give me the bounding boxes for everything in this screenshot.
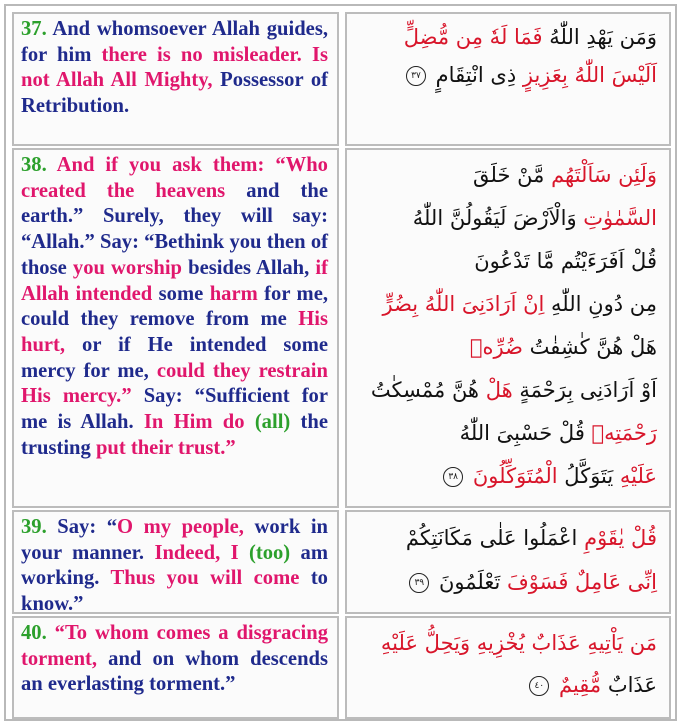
verse-end-marker-icon: ٣٧ xyxy=(406,66,426,86)
arabic-line xyxy=(357,326,657,369)
arabic-text xyxy=(357,622,657,706)
arabic-segment: هُنَّ مُمْسِكٰتُ xyxy=(370,378,486,402)
translation-segment: or if He intended some mercy for me, xyxy=(21,333,328,382)
verse-row-39 xyxy=(12,510,671,614)
arabic-segment: فَمَا لَهٗ مِن مُّضِلٍّ xyxy=(403,25,543,49)
arabic-segment: السَّمٰوٰتِ xyxy=(583,206,657,230)
arabic-segment: فَسَوْفَ xyxy=(506,570,569,594)
arabic-line xyxy=(357,622,657,664)
translation-segment: In Him do xyxy=(143,411,255,434)
arabic-cell xyxy=(345,12,671,146)
translation-segment: the trusting xyxy=(21,411,328,459)
english-translation xyxy=(21,153,328,461)
translation-segment: (all) xyxy=(254,411,291,434)
arabic-segment: وَمَن يَهْدِ اللّٰهُ xyxy=(542,25,657,49)
verse-number: 39. xyxy=(21,516,58,538)
arabic-segment: هَلْ xyxy=(485,378,513,402)
arabic-segment: اِنْ اَرَادَنِىَ اللّٰهُ بِضُرٍّ xyxy=(382,292,545,316)
english-cell xyxy=(12,616,339,719)
arabic-segment: هَلْ هُنَّ كٰشِفٰتُ xyxy=(522,335,657,359)
translation-segment xyxy=(302,44,312,66)
arabic-segment: ذِى انْتِقَامٍ xyxy=(435,63,523,87)
arabic-line xyxy=(357,240,657,283)
translation-segment: and on whom descends an everlasting torment.” xyxy=(21,647,328,696)
arabic-line xyxy=(357,197,657,240)
arabic-segment: مِن دُونِ اللّٰهِ xyxy=(544,292,657,316)
arabic-segment: تَعْلَمُونَ xyxy=(438,570,507,594)
english-cell xyxy=(12,148,339,508)
arabic-line xyxy=(357,18,657,56)
arabic-segment: اِنِّى عَامِلٌ xyxy=(568,570,657,594)
arabic-segment: اعْمَلُوا عَلٰى مَكَانَتِكُمْ xyxy=(405,526,585,550)
arabic-text xyxy=(357,516,657,604)
arabic-segment: عَذَابٌ xyxy=(601,673,657,697)
english-cell xyxy=(12,510,339,614)
translation-segment: if Allah intended xyxy=(21,256,328,305)
verse-number: 38. xyxy=(21,154,57,176)
arabic-cell xyxy=(345,510,671,614)
arabic-segment: وَالْاَرْضَ لَيَقُولُنَّ اللّٰهُ xyxy=(412,206,584,230)
english-cell xyxy=(12,12,339,146)
arabic-segment: ضُرِّهٖ xyxy=(469,335,523,359)
arabic-segment: قُلْ حَسْبِىَ اللّٰهُ xyxy=(459,421,592,445)
translation-segment: Is not Allah All Mighty, xyxy=(21,43,328,92)
arabic-cell xyxy=(345,148,671,508)
translation-segment: there is no misleader. xyxy=(101,43,302,66)
arabic-segment: الْمُتَوَكِّلُونَ xyxy=(472,464,558,488)
verse-number: 40. xyxy=(21,622,55,644)
verse-row-40 xyxy=(12,616,671,719)
translation-segment: and the earth.” Surely, they will say: “Allah.” Say: “Bethink you then of those xyxy=(21,179,328,279)
arabic-segment: قُلْ يٰقَوْمِ xyxy=(584,526,657,550)
arabic-line xyxy=(357,56,657,94)
arabic-line xyxy=(357,154,657,197)
english-translation xyxy=(21,17,328,120)
arabic-line xyxy=(357,455,657,498)
translation-segment: Possessor of Retribution. xyxy=(21,69,328,118)
translation-segment: His hurt, xyxy=(21,308,328,356)
translation-segment: the heavens xyxy=(106,179,226,202)
verse-end-marker-icon: ٣٨ xyxy=(443,467,463,487)
translation-segment: O my people, xyxy=(117,516,244,538)
verse-row-38 xyxy=(12,148,671,508)
arabic-segment: رَحْمَتِهٖ xyxy=(591,421,657,445)
translation-segment: “To whom comes a disgracing xyxy=(54,622,329,644)
translation-segment: And whomsoever Allah guides, for him xyxy=(21,18,328,66)
arabic-line xyxy=(357,664,657,706)
translation-segment: harm xyxy=(209,282,258,305)
arabic-segment: مَّنْ خَلَقَ xyxy=(473,163,545,187)
translation-segment: put their trust.” xyxy=(95,436,236,459)
verse-end-marker-icon: ٤٠ xyxy=(529,676,549,696)
arabic-line xyxy=(357,412,657,455)
translation-segment: Thus you will come xyxy=(110,567,300,590)
translation-segment: am working. xyxy=(21,541,328,590)
translation-segment: Say: “ xyxy=(57,516,118,538)
translation-segment: for me, could they remove from me xyxy=(21,282,328,331)
translation-segment: Indeed, I xyxy=(154,541,249,564)
arabic-line xyxy=(357,283,657,326)
arabic-segment: وَلَئِن سَاَلْتَهُم xyxy=(544,163,657,187)
translation-segment: could they restrain xyxy=(156,359,328,382)
translation-segment: Say: “Sufficient for me is Allah. xyxy=(21,385,328,434)
arabic-segment: اَوْ اَرَادَنِى بِرَحْمَةٍ xyxy=(512,378,657,402)
translation-segment: to know.” xyxy=(21,567,328,616)
verse-row-37 xyxy=(12,12,671,146)
arabic-line xyxy=(357,560,657,604)
arabic-cell xyxy=(345,616,671,719)
verse-number: 37. xyxy=(21,18,53,40)
verse-table xyxy=(4,4,677,721)
translation-segment: you worship xyxy=(72,256,183,279)
arabic-line xyxy=(357,369,657,412)
translation-segment: some xyxy=(152,282,210,305)
translation-segment: torment, xyxy=(21,647,98,670)
arabic-text xyxy=(357,18,657,94)
english-translation xyxy=(21,621,328,698)
translation-segment: And if you ask them: “Who created xyxy=(21,154,328,202)
arabic-segment: عَلَيْهِ xyxy=(619,464,657,488)
arabic-segment: مُّقِيمٌ xyxy=(558,673,602,697)
arabic-text xyxy=(357,154,657,498)
translation-segment: besides Allah, xyxy=(182,256,316,279)
arabic-segment: يَتَوَكَّلُ xyxy=(557,464,620,488)
arabic-segment: قُلْ اَفَرَءَيْتُم مَّا تَدْعُونَ xyxy=(474,249,657,273)
arabic-segment: اَلَيْسَ اللّٰهُ بِعَزِيزٍ xyxy=(522,63,657,87)
translation-segment: His mercy.” xyxy=(21,385,132,408)
english-translation xyxy=(21,515,328,618)
translation-segment: work in your manner. xyxy=(21,516,328,564)
arabic-line xyxy=(357,516,657,560)
verse-end-marker-icon: ٣٩ xyxy=(409,573,429,593)
translation-segment: (too) xyxy=(249,541,291,564)
arabic-segment: مَن يَاْتِيهِ عَذَابٌ يُخْزِيهِ وَيَحِلُّ عَلَيْهِ xyxy=(380,631,657,655)
